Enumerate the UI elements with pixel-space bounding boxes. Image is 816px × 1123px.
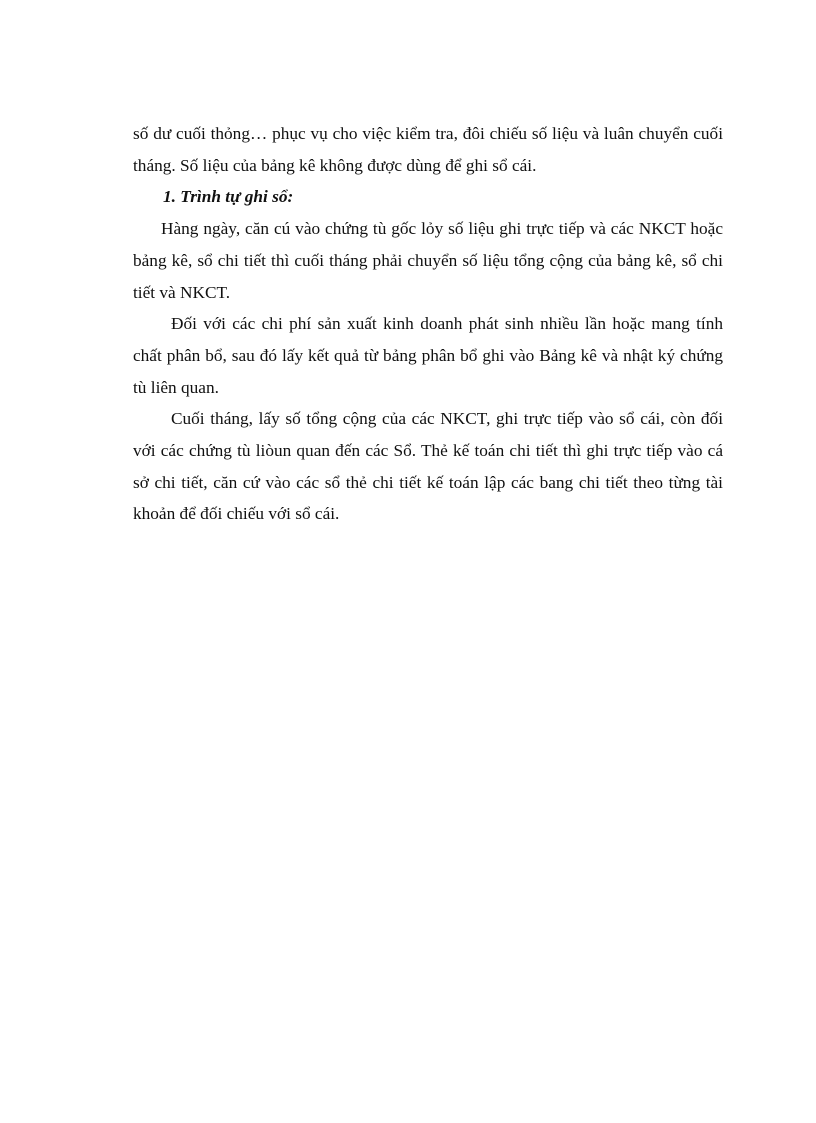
section-heading: 1. Trình tự ghi sổ: (163, 187, 294, 207)
paragraph-daily-entry: Hàng ngày, căn cú vào chứng tù gốc lỏy số liệu ghi trực tiếp và các NKCT hoặc bảng kê, sổ chi tiết thì cuối tháng phải chuyển số liệu tổng cộng của bảng kê, sổ chi tiết và NKCT. (133, 219, 723, 302)
paragraph-continuation: số dư cuối thỏng… phục vụ cho việc kiểm tra, đôi chiếu số liệu và luân chuyển cuối tháng. Số liệu của bảng kê không được dùng để ghi sổ cái. (133, 124, 723, 175)
paragraph-month-end: Cuối tháng, lấy số tổng cộng của các NKCT, ghi trực tiếp vào sổ cái, còn đối với các chứng tù liòun quan đến các Sổ. Thẻ kế toán chi tiết thì ghi trực tiếp vào cá sở chi tiết, căn cứ vào các sổ thẻ chi tiết kế toán lập các bang chi tiết theo từng tài khoản để đối chiếu với sổ cái. (133, 409, 723, 524)
paragraph-production-costs: Đối với các chi phí sản xuất kinh doanh phát sinh nhiều lần hoặc mang tính chất phân bổ, sau đó lấy kết quả từ bảng phân bổ ghi vào Bảng kê và nhật ký chứng tù liên quan. (133, 314, 723, 397)
document-body (133, 118, 723, 530)
